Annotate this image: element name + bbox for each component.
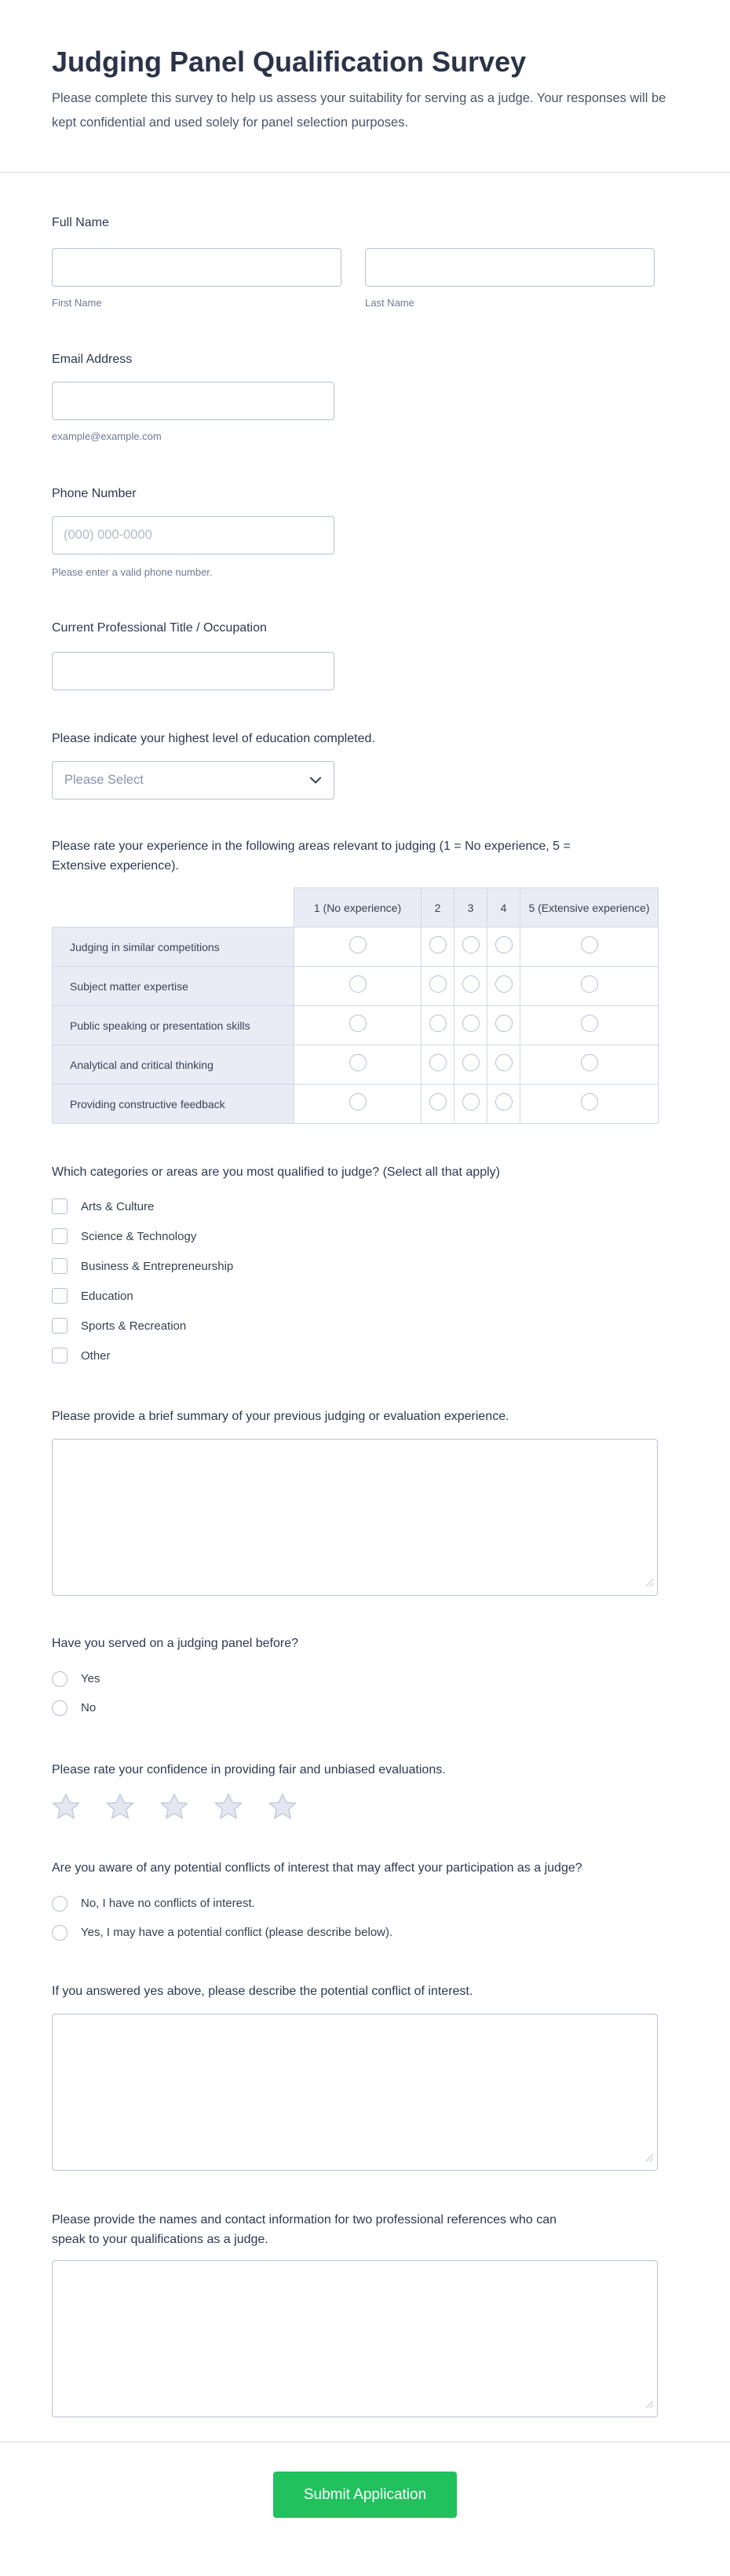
category-option bbox=[52, 1221, 694, 1251]
matrix-corner-cell bbox=[53, 888, 294, 928]
category-option-label: Sports & Recreation bbox=[81, 1319, 187, 1333]
conflict-option bbox=[52, 1889, 694, 1918]
matrix-radio[interactable] bbox=[581, 1093, 598, 1111]
matrix-radio[interactable] bbox=[462, 1093, 480, 1111]
conflict-detail-textarea[interactable] bbox=[52, 2014, 658, 2171]
matrix-row bbox=[53, 1006, 659, 1045]
references-label: Please provide the names and contact information for two professional references who can speak to your qualifications as a judge. bbox=[52, 2213, 557, 2246]
education-label: Please indicate your highest level of education completed. bbox=[52, 732, 375, 745]
form-footer bbox=[0, 2442, 730, 2518]
star-rating bbox=[52, 1792, 694, 1820]
question-categories bbox=[52, 1162, 694, 1370]
category-option bbox=[52, 1311, 694, 1341]
experience-matrix-table bbox=[52, 887, 659, 1124]
matrix-radio[interactable] bbox=[349, 1054, 367, 1071]
experience-matrix-label: Please rate your experience in the following areas relevant to judging (1 = No experience, 5 = Extensive experience). bbox=[52, 840, 571, 873]
served-yes-radio[interactable] bbox=[52, 1671, 68, 1687]
category-checkbox[interactable] bbox=[52, 1198, 68, 1214]
matrix-col-header: 4 bbox=[487, 888, 520, 928]
matrix-radio[interactable] bbox=[495, 975, 513, 993]
category-option bbox=[52, 1341, 694, 1370]
category-checkbox[interactable] bbox=[52, 1348, 68, 1363]
email-field[interactable] bbox=[52, 382, 334, 420]
matrix-row-label: Subject matter expertise bbox=[53, 967, 294, 1006]
star-icon[interactable] bbox=[214, 1792, 243, 1820]
categories-label: Which categories or areas are you most qualified to judge? (Select all that apply) bbox=[52, 1165, 500, 1179]
category-option bbox=[52, 1191, 694, 1221]
conflicts-label: Are you aware of any potential conflicts of interest that may affect your participation as a judge? bbox=[52, 1861, 582, 1875]
served-option bbox=[52, 1693, 694, 1722]
matrix-radio[interactable] bbox=[462, 975, 480, 993]
matrix-row bbox=[53, 967, 659, 1006]
matrix-radio[interactable] bbox=[462, 936, 480, 953]
matrix-row bbox=[53, 1085, 659, 1124]
matrix-row-label: Providing constructive feedback bbox=[53, 1085, 294, 1124]
category-option-label: Business & Entrepreneurship bbox=[81, 1259, 234, 1273]
star-icon[interactable] bbox=[160, 1792, 188, 1820]
category-option-label: Science & Technology bbox=[81, 1229, 197, 1243]
matrix-radio[interactable] bbox=[495, 1093, 513, 1111]
resize-handle-icon[interactable] bbox=[645, 1577, 654, 1591]
phone-label: Phone Number bbox=[52, 487, 137, 500]
matrix-col-header: 1 (No experience) bbox=[294, 888, 422, 928]
matrix-radio[interactable] bbox=[429, 1093, 447, 1111]
first-name-col bbox=[52, 248, 341, 309]
matrix-radio[interactable] bbox=[462, 1015, 480, 1032]
occupation-input[interactable] bbox=[52, 652, 334, 690]
matrix-col-header: 5 (Extensive experience) bbox=[520, 888, 659, 928]
question-full-name bbox=[52, 213, 694, 309]
last-name-input[interactable] bbox=[365, 248, 655, 287]
served-option-label: No bbox=[81, 1701, 97, 1714]
conflict-yes-radio[interactable] bbox=[52, 1925, 68, 1941]
served-option bbox=[52, 1664, 694, 1693]
header-divider bbox=[0, 172, 730, 173]
chevron-down-icon bbox=[309, 777, 322, 785]
last-name-col bbox=[365, 248, 655, 309]
summary-textarea[interactable] bbox=[52, 1439, 658, 1596]
matrix-radio[interactable] bbox=[581, 936, 598, 953]
question-phone bbox=[52, 484, 694, 579]
question-conflict-detail bbox=[52, 1981, 694, 2171]
email-sublabel: example@example.com bbox=[52, 430, 162, 442]
matrix-radio[interactable] bbox=[349, 1093, 367, 1111]
served-before-label: Have you served on a judging panel before? bbox=[52, 1637, 298, 1650]
matrix-radio[interactable] bbox=[581, 1015, 598, 1032]
category-checkbox[interactable] bbox=[52, 1318, 68, 1334]
email-label: Email Address bbox=[52, 353, 133, 366]
matrix-header-row bbox=[53, 888, 659, 928]
star-icon[interactable] bbox=[106, 1792, 134, 1820]
matrix-col-header: 3 bbox=[454, 888, 487, 928]
summary-label: Please provide a brief summary of your previous judging or evaluation experience. bbox=[52, 1410, 509, 1423]
matrix-radio[interactable] bbox=[349, 936, 367, 953]
matrix-radio[interactable] bbox=[429, 1015, 447, 1032]
category-checkbox[interactable] bbox=[52, 1288, 68, 1304]
submit-button[interactable]: Submit Application bbox=[273, 2472, 457, 2518]
star-icon[interactable] bbox=[268, 1792, 297, 1820]
matrix-radio[interactable] bbox=[462, 1054, 480, 1071]
confidence-label: Please rate your confidence in providing fair and unbiased evaluations. bbox=[52, 1763, 446, 1776]
category-option bbox=[52, 1251, 694, 1281]
occupation-label: Current Professional Title / Occupation bbox=[52, 621, 267, 635]
category-option-label: Arts & Culture bbox=[81, 1199, 155, 1213]
last-name-sublabel: Last Name bbox=[365, 297, 414, 309]
matrix-radio[interactable] bbox=[429, 975, 447, 993]
education-select[interactable] bbox=[52, 761, 334, 800]
question-confidence bbox=[52, 1760, 694, 1820]
question-conflicts bbox=[52, 1858, 694, 1947]
question-summary bbox=[52, 1407, 694, 1596]
matrix-row-label: Public speaking or presentation skills bbox=[53, 1006, 294, 1045]
star-icon[interactable] bbox=[52, 1792, 80, 1820]
question-served-before bbox=[52, 1634, 694, 1722]
question-occupation bbox=[52, 618, 694, 690]
first-name-sublabel: First Name bbox=[52, 297, 102, 309]
conflict-option-label: Yes, I may have a potential conflict (please describe below). bbox=[81, 1926, 393, 1939]
question-experience-matrix bbox=[52, 836, 694, 1124]
matrix-row-label: Analytical and critical thinking bbox=[53, 1045, 294, 1085]
matrix-radio[interactable] bbox=[581, 975, 598, 993]
matrix-radio[interactable] bbox=[349, 975, 367, 993]
phone-sublabel: Please enter a valid phone number. bbox=[52, 566, 213, 578]
category-option-label: Education bbox=[81, 1289, 133, 1303]
served-option-label: Yes bbox=[81, 1672, 100, 1685]
conflict-no-radio[interactable] bbox=[52, 1896, 68, 1912]
category-option bbox=[52, 1281, 694, 1311]
matrix-col-header: 2 bbox=[422, 888, 454, 928]
references-textarea[interactable] bbox=[52, 2260, 658, 2417]
matrix-radio[interactable] bbox=[429, 936, 447, 953]
question-email bbox=[52, 349, 694, 443]
page-title: Judging Panel Qualification Survey bbox=[52, 46, 527, 78]
matrix-radio[interactable] bbox=[429, 1054, 447, 1071]
education-selected-value: Please Select bbox=[64, 773, 144, 787]
resize-handle-icon[interactable] bbox=[645, 2399, 654, 2413]
question-references bbox=[52, 2210, 694, 2417]
matrix-radio[interactable] bbox=[349, 1015, 367, 1032]
resize-handle-icon[interactable] bbox=[645, 2152, 654, 2166]
conflict-detail-label: If you answered yes above, please describe the potential conflict of interest. bbox=[52, 1985, 473, 1998]
conflict-option-label: No, I have no conflicts of interest. bbox=[81, 1897, 255, 1910]
matrix-row-label: Judging in similar competitions bbox=[53, 928, 294, 967]
first-name-input[interactable] bbox=[52, 248, 341, 287]
full-name-label: Full Name bbox=[52, 216, 109, 229]
matrix-radio[interactable] bbox=[495, 1015, 513, 1032]
matrix-radio[interactable] bbox=[581, 1054, 598, 1071]
question-education bbox=[52, 729, 694, 800]
category-checkbox[interactable] bbox=[52, 1258, 68, 1274]
category-option-label: Other bbox=[81, 1348, 111, 1363]
form-description: Please complete this survey to help us assess your suitability for serving as a judge. Your responses will be kept confidential and used solely for panel selection purposes. bbox=[52, 91, 666, 130]
matrix-radio[interactable] bbox=[495, 1054, 513, 1071]
category-checkbox[interactable] bbox=[52, 1228, 68, 1244]
conflict-option bbox=[52, 1918, 694, 1947]
matrix-row bbox=[53, 928, 659, 967]
matrix-row bbox=[53, 1045, 659, 1085]
served-no-radio[interactable] bbox=[52, 1700, 68, 1716]
matrix-radio[interactable] bbox=[495, 936, 513, 953]
phone-input[interactable] bbox=[52, 516, 334, 554]
